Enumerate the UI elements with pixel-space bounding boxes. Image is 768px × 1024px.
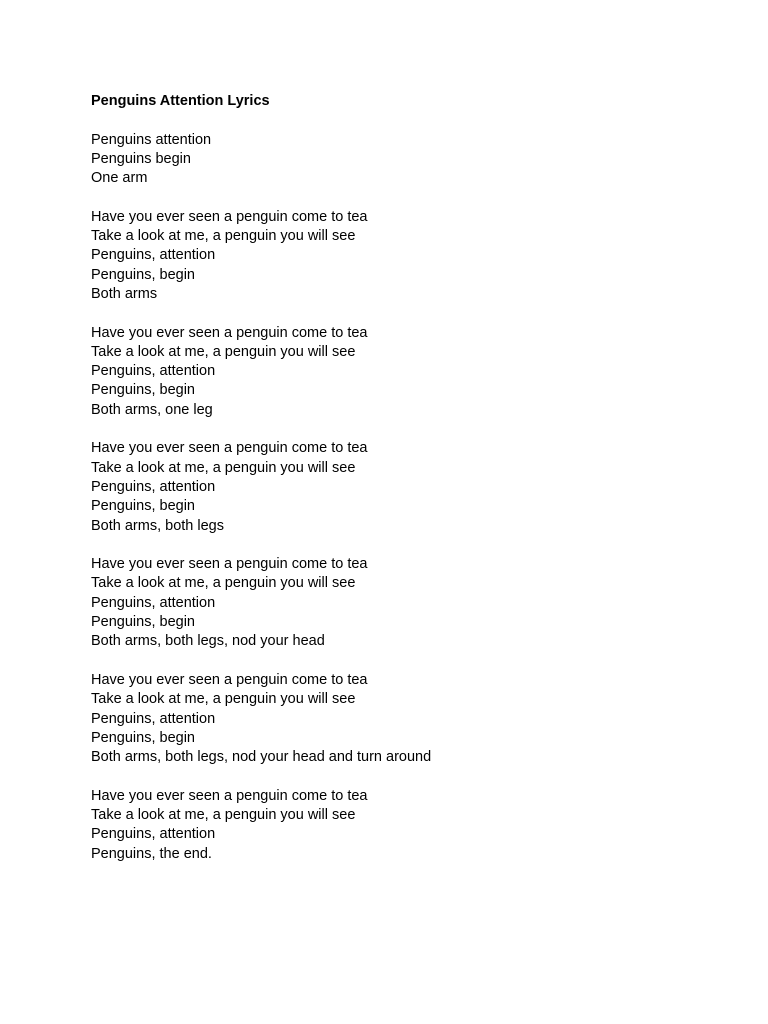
lyric-line: Both arms, both legs, nod your head	[91, 633, 325, 650]
lyric-line: Penguins, begin	[91, 498, 195, 515]
lyric-line: Have you ever seen a penguin come to tea	[91, 671, 368, 688]
lyric-line: Penguins, begin	[91, 614, 195, 631]
stanza	[91, 208, 711, 304]
lyric-line: Have you ever seen a penguin come to tea	[91, 208, 368, 225]
stanza	[91, 324, 711, 420]
document-page	[91, 92, 711, 883]
lyric-line: Both arms, both legs	[91, 517, 224, 534]
lyric-line: Both arms	[91, 285, 158, 302]
stanza	[91, 555, 711, 651]
lyric-line: Penguins, attention	[91, 247, 216, 264]
lyric-line: Penguins, begin	[91, 729, 195, 746]
lyric-line: Take a look at me, a penguin you will see	[91, 806, 356, 823]
stanza	[91, 787, 711, 864]
lyric-line: Have you ever seen a penguin come to tea	[91, 787, 368, 804]
lyric-line: Penguins begin	[91, 150, 191, 167]
lyric-line: Take a look at me, a penguin you will see	[91, 228, 356, 245]
lyric-line: Have you ever seen a penguin come to tea	[91, 556, 368, 573]
lyric-line: Take a look at me, a penguin you will see	[91, 691, 356, 708]
stanza	[91, 671, 711, 767]
stanza	[91, 131, 711, 189]
lyric-line: Penguins, attention	[91, 826, 216, 843]
lyrics-body	[91, 131, 711, 864]
lyric-line: Take a look at me, a penguin you will see	[91, 575, 356, 592]
lyric-line: Penguins, begin	[91, 382, 195, 399]
lyric-line: One arm	[91, 170, 148, 187]
lyric-line: Both arms, one leg	[91, 401, 213, 418]
lyric-line: Take a look at me, a penguin you will see	[91, 459, 356, 476]
lyric-line: Have you ever seen a penguin come to tea	[91, 324, 368, 341]
lyric-line: Penguins, attention	[91, 594, 216, 611]
lyric-line: Penguins attention	[91, 131, 212, 148]
lyric-line: Have you ever seen a penguin come to tea	[91, 440, 368, 457]
lyric-line: Penguins, begin	[91, 266, 195, 283]
lyric-line: Take a look at me, a penguin you will see	[91, 343, 356, 360]
lyric-line: Penguins, the end.	[91, 845, 212, 862]
lyric-line: Both arms, both legs, nod your head and turn around	[91, 749, 432, 766]
stanza	[91, 439, 711, 535]
lyric-line: Penguins, attention	[91, 363, 216, 380]
document-title: Penguins Attention Lyrics	[91, 93, 270, 109]
lyric-line: Penguins, attention	[91, 478, 216, 495]
lyric-line: Penguins, attention	[91, 710, 216, 727]
